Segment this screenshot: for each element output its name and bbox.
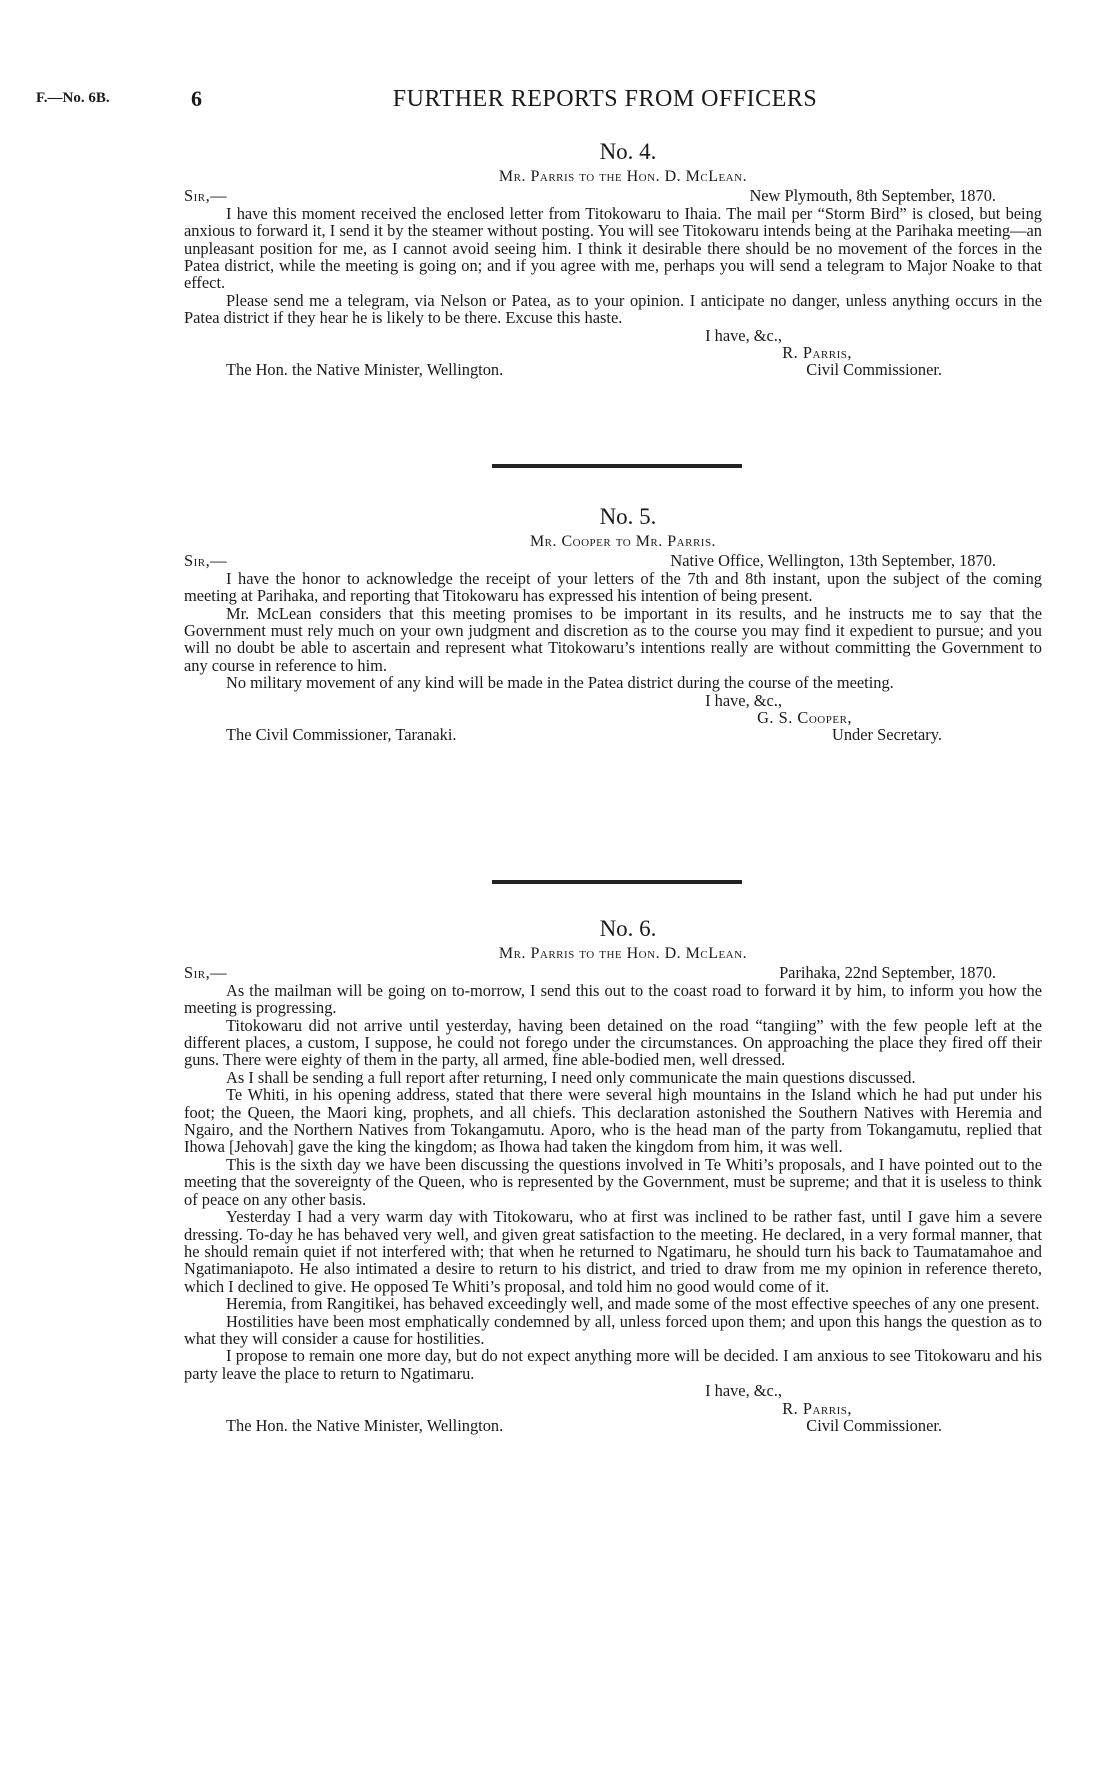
paragraph: As I shall be sending a full report after returning, I need only communicate the main questions discussed. — [226, 1067, 916, 1087]
paragraph: I propose to remain one more day, but do not expect anything more will be decided. I am anxious to see Titokowaru and his party leave the place to return to Ngatimaru. — [184, 1346, 1042, 1383]
paragraph: Mr. McLean considers that this meeting promises to be important in its results, and he instructs me to say that the Government must rely much on your own judgment and discretion as to the course you may find it expedient to pursue; and you will no doubt be able to ascertain and represent what Titokowaru’s intentions really are without committing the Government to any course in reference to him. — [184, 603, 1042, 675]
paragraph: No military movement of any kind will be made in the Patea district during the course of the meeting. — [226, 673, 894, 693]
running-title: FURTHER REPORTS FROM OFFICERS — [392, 86, 818, 112]
paragraph: Te Whiti, in his opening address, stated that there were several high mountains in the Island which he had put under his foot; the Queen, the Maori king, prophets, and all chiefs. This declaration astonished the Southern Natives with Heremia and Ngairo, and the Northern Natives from Tokangamutu. Aporo, who is the head man of the party from Tokangamutu, replied that Ihowa [Jehovah] gave the king the kingdom; as Ihowa had taken the kingdom from him, it was well. — [184, 1085, 1042, 1157]
page-number: 6 — [191, 86, 202, 111]
paragraph: Yesterday I had a very warm day with Titokowaru, who at first was inclined to be rather fast, until I gave him a severe dressing. To-day he has behaved very well, and given great satisfaction to the meeting. He declared, in a very formal manner, that he should remain quiet if not interfered with; that when he returned to Ngatimaru, he should turn his back to Taumatamahoe and Ngatimaniapoto. He also intimated a desire to return to his district, and tried to draw from me my opinion in reference thereto, which I declined to give. He opposed Te Whiti’s proposal, and told him no good would come of it. — [184, 1207, 1042, 1296]
paragraph: I have this moment received the enclosed letter from Titokowaru to Ihaia. The mail per “Storm Bird” is closed, but being anxious to forward it, I send it by the steamer without posting. You will see Titokowaru intends being at the Parihaka meeting—an unpleasant position for me, as I cannot avoid seeing him. I think it desirable there should be no movement of the forces in the Patea district, while the meeting is going on; and if you agree with me, perhaps you will send a telegram to Major Noake to that effect. — [184, 203, 1042, 293]
place-date: Native Office, Wellington, 13th September, 1870. — [670, 550, 996, 570]
closing: I have, &c., — [705, 325, 782, 345]
letter-from: Mr. Cooper to Mr. Parris. — [529, 533, 717, 551]
salutation: Sir,— — [184, 550, 228, 570]
paragraph: I have the honor to acknowledge the receipt of your letters of the 7th and 8th instant, upon the subject of the coming meeting at Parihaka, and reporting that Titokowaru has expressed his intention of being present. — [184, 568, 1042, 606]
addressee: The Civil Commissioner, Taranaki. — [226, 725, 457, 745]
page-header — [36, 86, 1054, 116]
signer-title: Under Secretary. — [832, 725, 942, 745]
letter-from: Mr. Parris to the Hon. D. McLean. — [498, 945, 748, 963]
paragraph: Hostilities have been most emphatically condemned by all, unless forced upon them; and upon this hangs the question as to what they will consider a cause for hostilities. — [184, 1311, 1042, 1348]
paragraph: Heremia, from Rangitikei, has behaved exceedingly well, and made some of the most effective speeches of any one present. — [226, 1294, 1040, 1314]
paragraph: As the mailman will be going on to-morrow, I send this out to the coast road to forward it by him, to inform you how the meeting is progressing. — [184, 980, 1042, 1018]
addressee: The Hon. the Native Minister, Wellington. — [226, 1415, 504, 1435]
closing: I have, &c., — [705, 1381, 782, 1401]
paragraph: Titokowaru did not arrive until yesterday, having been detained on the road “tangiing” with the few people left at the different places, a custom, I suppose, he could not forego under the circumstances. On approaching the place they fired off their guns. There were eighty of them in the party, all armed, fine able-bodied men, well dressed. — [184, 1015, 1042, 1070]
paragraph: Please send me a telegram, via Nelson or Patea, as to your opinion. I anticipate no danger, unless anything occurs in the Patea district if they hear he is likely to be there. Excuse this haste. — [184, 290, 1042, 328]
salutation: Sir,— — [184, 185, 228, 205]
closing: I have, &c., — [705, 690, 782, 710]
letter-no-6 — [184, 916, 1042, 1435]
section-divider — [492, 880, 742, 884]
signer-title: Civil Commissioner. — [806, 360, 942, 380]
section-divider — [492, 464, 742, 468]
signature: G. S. Cooper, — [757, 708, 852, 728]
letter-number: No. 6. — [599, 916, 657, 941]
place-date: Parihaka, 22nd September, 1870. — [779, 962, 996, 982]
signer-title: Civil Commissioner. — [806, 1415, 942, 1435]
letter-from: Mr. Parris to the Hon. D. McLean. — [498, 168, 748, 186]
letter-number: No. 5. — [599, 504, 657, 529]
letter-no-4 — [184, 139, 1042, 380]
letter-no-5 — [184, 504, 1042, 745]
signature: R. Parris, — [782, 343, 852, 363]
place-date: New Plymouth, 8th September, 1870. — [749, 185, 996, 205]
salutation: Sir,— — [184, 962, 228, 982]
signature: R. Parris, — [782, 1398, 852, 1418]
addressee: The Hon. the Native Minister, Wellington. — [226, 360, 504, 380]
letter-number: No. 4. — [599, 139, 657, 164]
paper-reference: F.—No. 6B. — [36, 90, 110, 106]
paragraph: This is the sixth day we have been discussing the questions involved in Te Whiti’s proposals, and I have pointed out to the meeting that the sovereignty of the Queen, who is represented by the Government, must be supreme; and that it is useless to think of peace on any other basis. — [184, 1154, 1042, 1209]
